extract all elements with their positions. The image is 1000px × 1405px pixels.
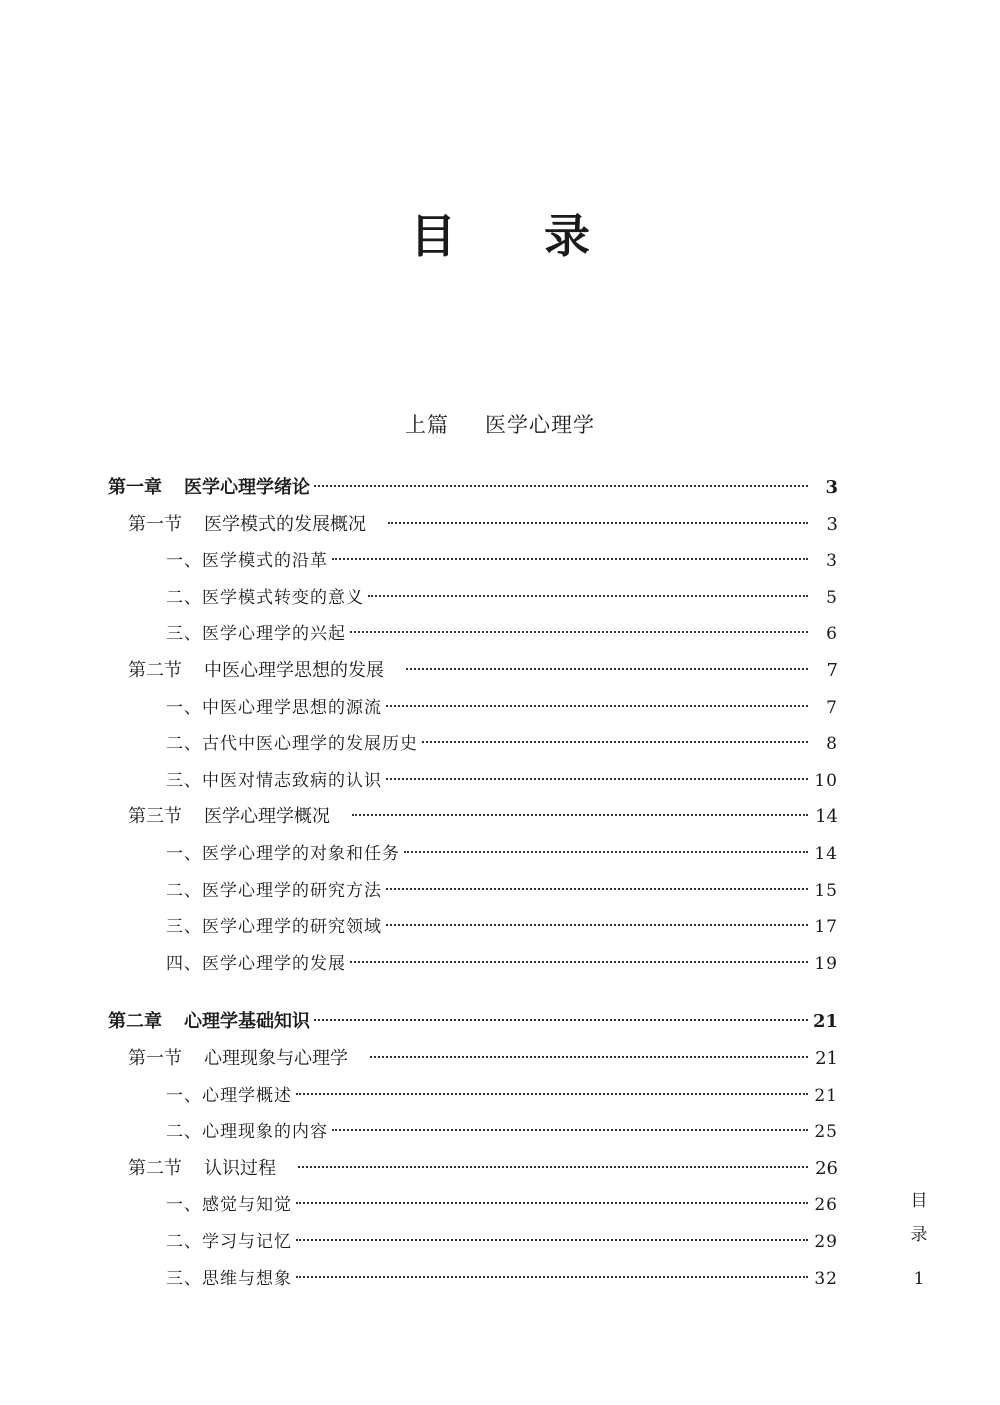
toc-page-number: 26 xyxy=(814,1195,838,1215)
dot-leader xyxy=(386,924,808,926)
dot-leader xyxy=(332,1129,808,1131)
toc-entry-title xyxy=(128,656,384,686)
toc-page-number: 3 xyxy=(826,514,838,535)
toc-entry-title xyxy=(128,510,366,540)
toc-entry-text: 认识过程 xyxy=(204,1158,276,1179)
toc-item-row[interactable] xyxy=(166,693,838,723)
dot-leader xyxy=(386,778,808,780)
toc-section-row[interactable] xyxy=(128,510,838,540)
toc-page-number: 5 xyxy=(826,588,838,608)
toc-page-number: 21 xyxy=(815,1048,838,1069)
toc-item-row[interactable] xyxy=(166,1081,838,1111)
toc-entry-number: 第一章 xyxy=(108,477,162,498)
toc-page-number: 17 xyxy=(814,917,838,937)
toc-page-number: 25 xyxy=(814,1122,838,1142)
dot-leader xyxy=(296,1239,808,1241)
toc-page-number: 14 xyxy=(814,844,838,864)
toc-page-number: 14 xyxy=(815,806,838,827)
toc-page-number: 6 xyxy=(826,624,838,644)
dot-leader xyxy=(350,631,808,633)
toc-entry-title xyxy=(108,1007,310,1037)
part-label: 上篇 xyxy=(405,413,449,437)
toc-section-row[interactable] xyxy=(128,802,838,832)
toc-item-row[interactable] xyxy=(166,583,838,613)
toc-entry-title xyxy=(108,473,310,503)
toc-page-number: 26 xyxy=(815,1158,838,1179)
toc-chapter-row[interactable] xyxy=(108,473,838,503)
toc-page-number: 8 xyxy=(826,734,838,754)
dot-leader xyxy=(296,1202,808,1204)
page-title: 目 录 xyxy=(409,209,626,263)
toc-page-number: 29 xyxy=(814,1232,838,1252)
toc-item-row[interactable] xyxy=(166,729,838,759)
toc-page-number: 7 xyxy=(826,698,838,718)
toc-entry-title: 二、心理现象的内容 xyxy=(166,1122,328,1142)
toc-entry-title: 一、医学心理学的对象和任务 xyxy=(166,844,400,864)
toc-entry-title: 三、中医对情志致病的认识 xyxy=(166,771,382,791)
toc-entry-number: 第二节 xyxy=(128,1158,182,1179)
toc-page-number: 21 xyxy=(812,1011,838,1032)
toc-section-row[interactable] xyxy=(128,656,838,686)
toc-entry-text: 心理学基础知识 xyxy=(184,1011,310,1032)
toc-entry-text: 心理现象与心理学 xyxy=(204,1048,348,1069)
toc-page-number: 7 xyxy=(826,660,838,681)
toc-entry-title: 一、中医心理学思想的源流 xyxy=(166,698,382,718)
side-mark-1: 目 xyxy=(910,1191,928,1211)
dot-leader xyxy=(422,741,808,743)
dot-leader xyxy=(370,1056,808,1058)
part-name: 医学心理学 xyxy=(485,413,595,437)
dot-leader xyxy=(296,1276,808,1278)
dot-leader xyxy=(352,814,808,816)
toc-entry-title: 二、医学心理学的研究方法 xyxy=(166,881,382,901)
toc-entry-title xyxy=(128,1044,348,1074)
toc-entry-title: 三、医学心理学的兴起 xyxy=(166,624,346,644)
toc-page-number: 3 xyxy=(826,551,838,571)
toc-page-number: 3 xyxy=(825,477,838,498)
toc-section-row[interactable] xyxy=(128,1044,838,1074)
toc-item-row[interactable] xyxy=(166,949,838,979)
toc-entry-text: 中医心理学思想的发展 xyxy=(204,660,384,681)
toc-entry-number: 第一节 xyxy=(128,514,182,535)
dot-leader xyxy=(406,668,808,670)
toc-item-row[interactable] xyxy=(166,912,838,942)
toc-page-number: 19 xyxy=(814,954,838,974)
dot-leader xyxy=(314,1019,808,1021)
side-mark-2: 录 xyxy=(910,1225,928,1245)
toc-entry-title: 三、医学心理学的研究领域 xyxy=(166,917,382,937)
toc-entry-text: 医学心理学概况 xyxy=(204,806,330,827)
toc-page-number: 10 xyxy=(814,771,838,791)
toc-page-number: 15 xyxy=(814,881,838,901)
toc-entry-number: 第三节 xyxy=(128,806,182,827)
dot-leader xyxy=(386,705,808,707)
dot-leader xyxy=(386,888,808,890)
toc-item-row[interactable] xyxy=(166,876,838,906)
side-page-number: 1 xyxy=(913,1269,925,1289)
toc-entry-title: 二、古代中医心理学的发展历史 xyxy=(166,734,418,754)
toc-entry-title: 一、心理学概述 xyxy=(166,1086,292,1106)
toc-item-row[interactable] xyxy=(166,766,838,796)
toc-entry-title xyxy=(128,802,330,832)
toc-page-number: 21 xyxy=(814,1086,838,1106)
dot-leader xyxy=(404,851,808,853)
toc-entry-title: 一、感觉与知觉 xyxy=(166,1195,292,1215)
toc-entry-title: 二、医学模式转变的意义 xyxy=(166,588,364,608)
toc-page-number: 32 xyxy=(814,1269,838,1289)
dot-leader xyxy=(314,485,808,487)
toc-item-row[interactable] xyxy=(166,619,838,649)
toc-entry-number: 第二章 xyxy=(108,1011,162,1032)
dot-leader xyxy=(332,558,808,560)
toc-item-row[interactable] xyxy=(166,1227,838,1257)
toc-entry-number: 第一节 xyxy=(128,1048,182,1069)
toc-entry-title: 二、学习与记忆 xyxy=(166,1232,292,1252)
dot-leader xyxy=(368,595,808,597)
toc-entry-text: 医学模式的发展概况 xyxy=(204,514,366,535)
toc-entry-number: 第二节 xyxy=(128,660,182,681)
toc-item-row[interactable] xyxy=(166,546,838,576)
toc-item-row[interactable] xyxy=(166,1117,838,1147)
toc-entry-title: 一、医学模式的沿革 xyxy=(166,551,328,571)
toc-entry-title: 三、思维与想象 xyxy=(166,1269,292,1289)
toc-chapter-row[interactable] xyxy=(108,1007,838,1037)
toc-section-row[interactable] xyxy=(128,1154,838,1184)
dot-leader xyxy=(298,1166,808,1168)
dot-leader xyxy=(350,961,808,963)
toc-entry-title: 四、医学心理学的发展 xyxy=(166,954,346,974)
toc-entry-title xyxy=(128,1154,276,1184)
toc-item-row[interactable] xyxy=(166,1190,838,1220)
dot-leader xyxy=(388,522,808,524)
toc-item-row[interactable] xyxy=(166,839,838,869)
toc-item-row[interactable] xyxy=(166,1264,838,1294)
part-title xyxy=(0,410,1000,440)
dot-leader xyxy=(296,1093,808,1095)
toc-entry-text: 医学心理学绪论 xyxy=(184,477,310,498)
